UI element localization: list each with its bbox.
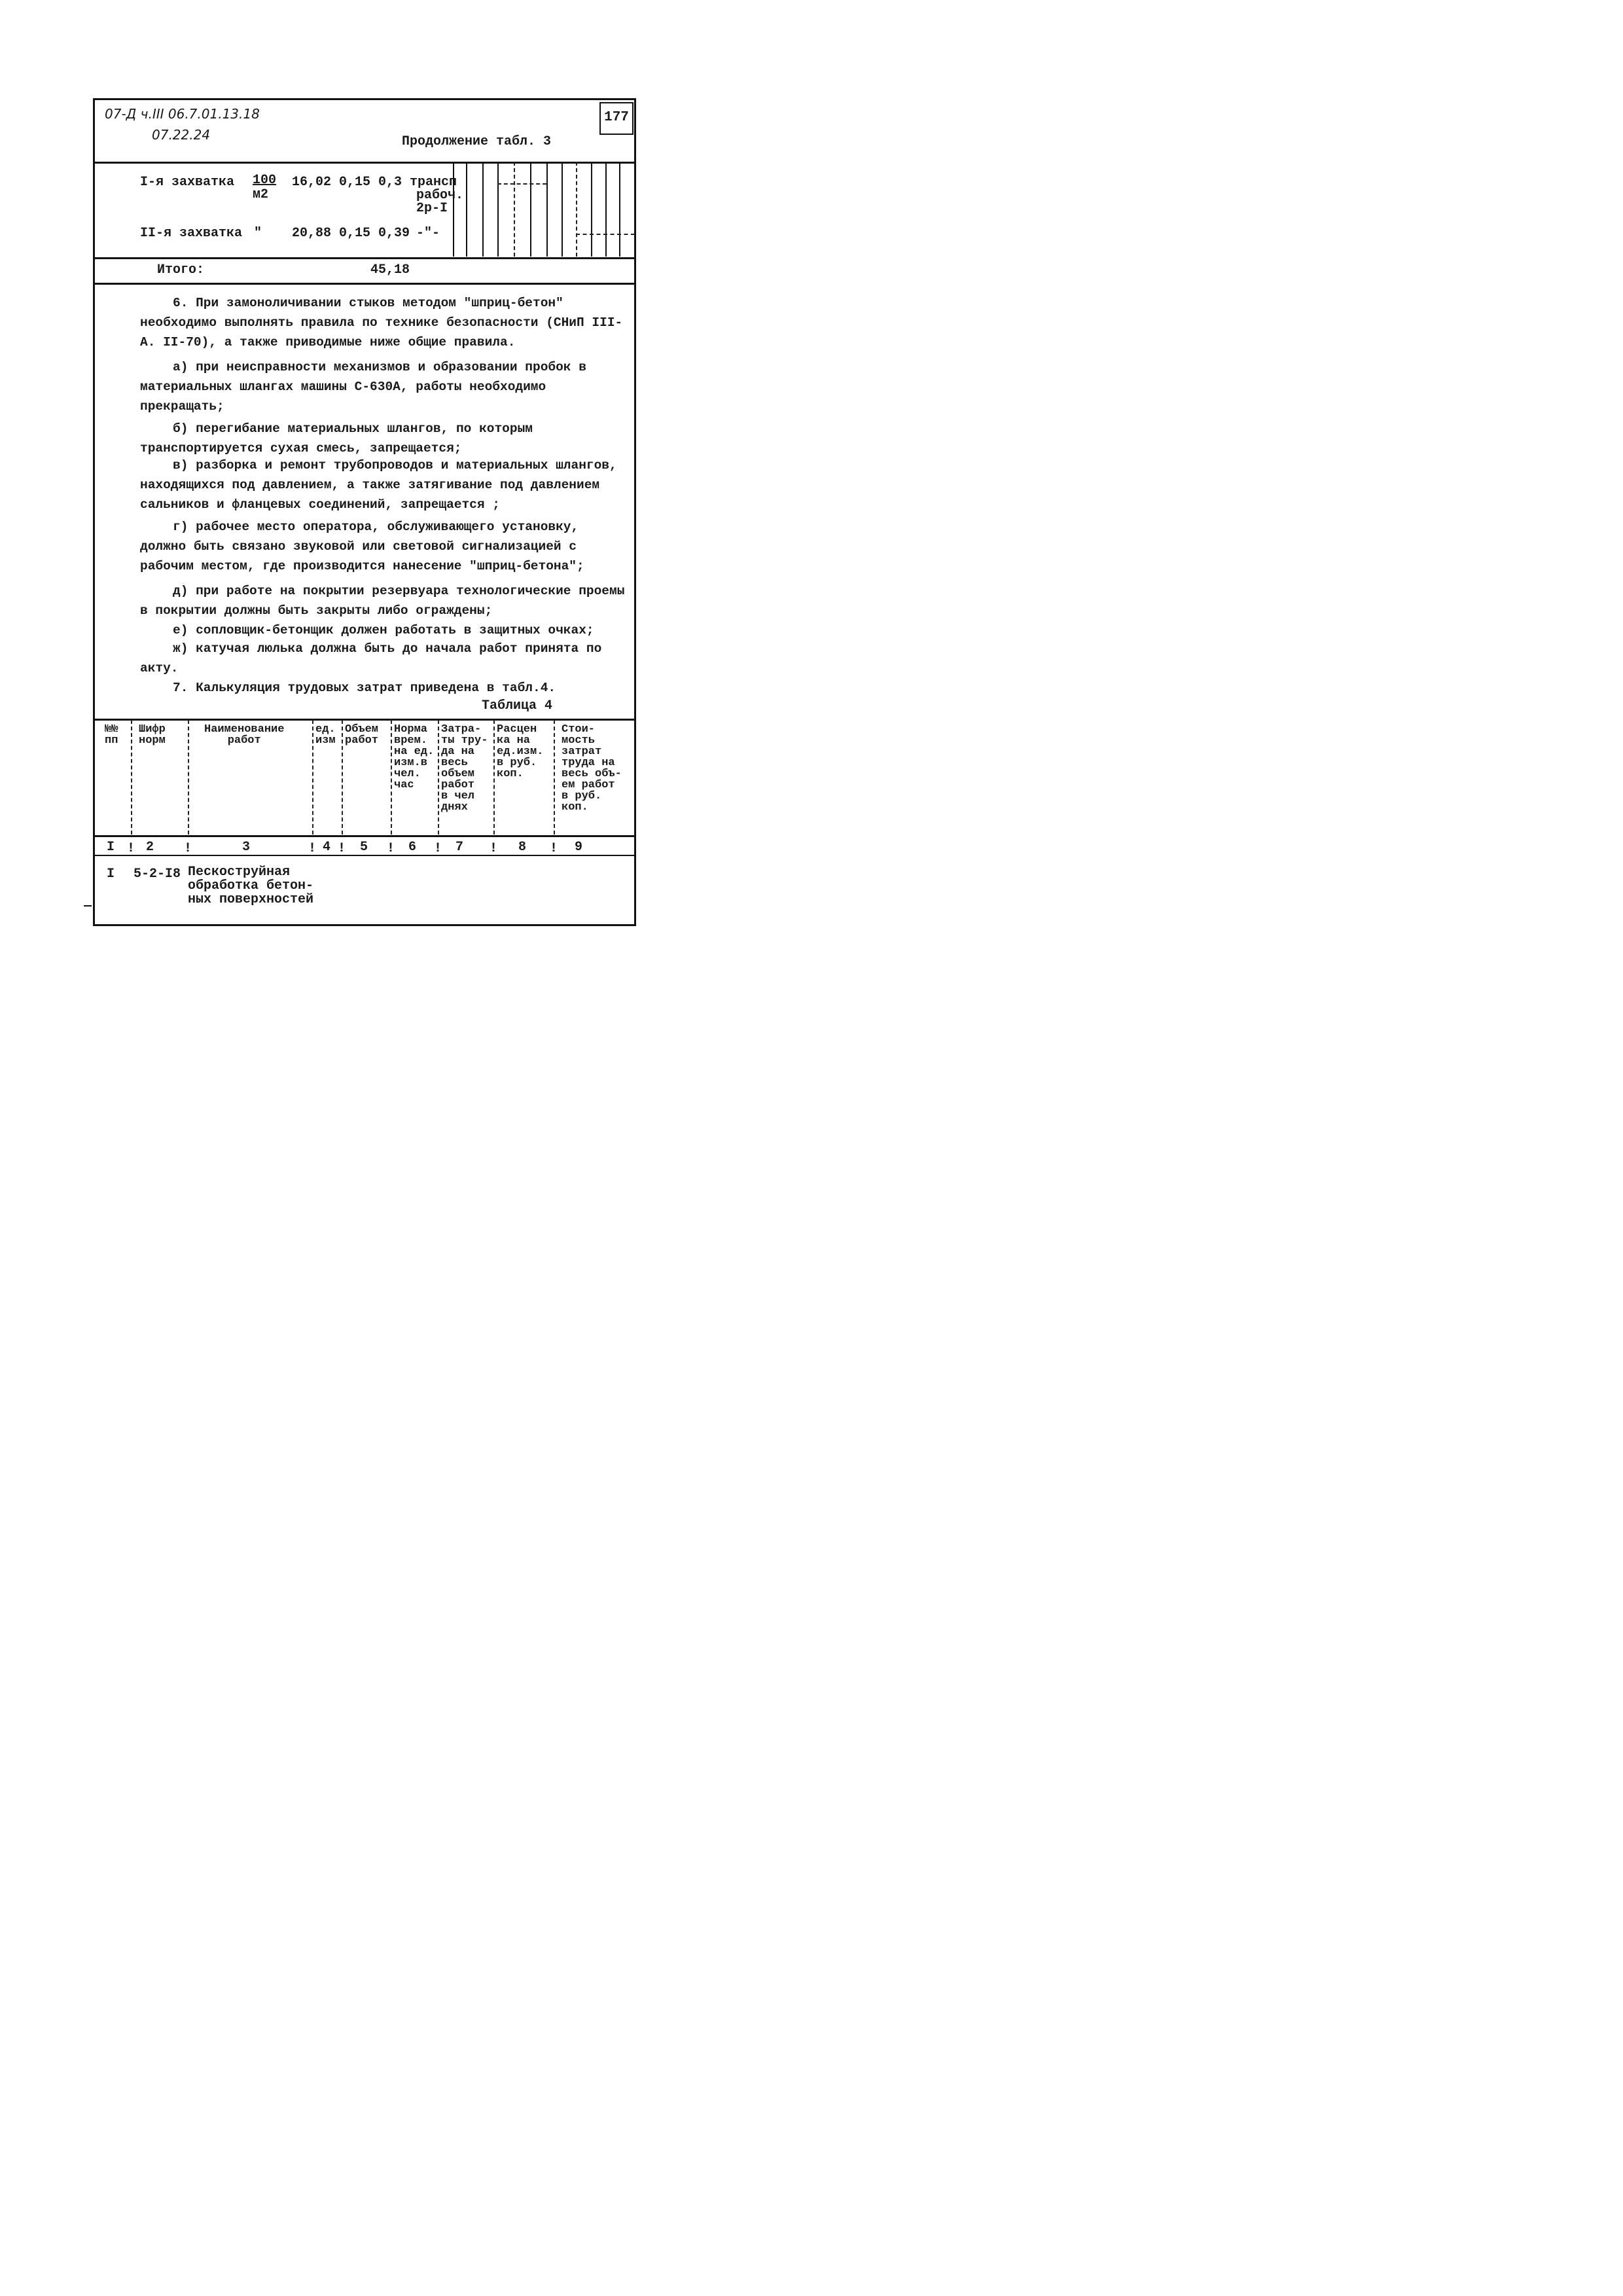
row1-note-3: 2р-I — [416, 201, 448, 216]
t4-row1-code: 5-2-I8 — [134, 867, 181, 882]
t4-row1-n: I — [107, 867, 115, 882]
t3-col — [562, 162, 563, 257]
t4-colnum-3: 3 — [242, 840, 251, 855]
t4-colnum-7: 7 — [455, 840, 464, 855]
t4-row1-name-3: ных поверхностей — [188, 892, 314, 907]
t4-colnum-2: 2 — [146, 840, 154, 855]
t3-col — [530, 162, 531, 257]
t3-subtotal-dash — [497, 183, 546, 185]
t4-num-sep: ! — [184, 841, 192, 856]
t4-col-sep — [312, 720, 313, 834]
paragraph-zh: ж) катучая люлька должна быть до начала работ принята по акту. — [140, 641, 602, 675]
total-bottom-rule — [93, 283, 636, 285]
row2-note-1: -"- — [416, 226, 440, 241]
t4-col-sep — [188, 720, 189, 834]
row2-name: II-я захватка — [140, 226, 243, 241]
row2-v2: 0,15 — [339, 226, 371, 241]
row1-unit-num: 100 — [253, 173, 277, 188]
t3-col — [591, 162, 592, 257]
total-top-rule — [93, 257, 636, 259]
t4-colnum-8: 8 — [518, 840, 527, 855]
t4-header-bottom-rule — [93, 835, 636, 837]
row1-name: I-я захватка — [140, 175, 235, 190]
paragraph-b: б) перегибание материальных шлангов, по которым транспортируется сухая смесь, запрещается; — [140, 422, 533, 456]
t4-colnum-1: I — [107, 840, 115, 855]
t4-num-sep: ! — [490, 841, 498, 856]
t4-col-sep — [554, 720, 555, 834]
table4-caption: Таблица 4 — [482, 698, 553, 713]
t4-col-sep — [342, 720, 343, 834]
t4-row1-name-1: Пескоструйная — [188, 865, 291, 880]
t4-row1-name-2: обработка бетон- — [188, 878, 314, 893]
row2-unit: " — [254, 226, 262, 241]
paragraph-7: 7. Калькуляция трудовых затрат приведена в табл.4. — [173, 681, 556, 695]
row2-v1: 20,88 — [292, 226, 332, 241]
table3-top-rule — [93, 162, 636, 164]
handwritten-code-1: 07-Д ч.III 06.7.01.13.18 — [105, 106, 260, 122]
row1-note-1: трансп — [410, 175, 457, 190]
t4-header-3: Наименование работ — [204, 723, 285, 747]
t3-col — [514, 162, 515, 257]
page-number: 177 — [599, 102, 633, 135]
paragraph-6: 6. При замоноличивании стыков методом "шприц-бетон" необходимо выполнять правила по технике безопасности (СНиП III-А. II-70), а также приводимые ниже общие правила. — [140, 296, 623, 350]
total-value: 45,18 — [370, 262, 410, 278]
t4-num-sep: ! — [550, 841, 558, 856]
t4-col-sep — [493, 720, 495, 834]
t4-header-5: Объем работ — [345, 723, 379, 747]
t4-col-sep — [391, 720, 392, 834]
t4-header-2: Шифр норм — [139, 723, 166, 747]
paragraph-a: а) при неисправности механизмов и образовании пробок в материальных шлангах машины С-630А, работы необходимо прекращать; — [140, 360, 586, 414]
t4-col-sep — [131, 720, 132, 834]
t3-col — [482, 162, 484, 257]
t4-colnum-6: 6 — [408, 840, 417, 855]
t4-num-sep: ! — [387, 841, 395, 856]
row1-v3: 0,3 — [378, 175, 402, 190]
margin-tick — [84, 905, 92, 906]
t4-header-1: №№ пп — [105, 723, 118, 747]
t4-header-8: Расцен ка на ед.изм. в руб. коп. — [497, 723, 544, 780]
t4-header-4: ед. изм — [315, 723, 336, 747]
t4-numrow-bottom-rule — [93, 855, 636, 856]
t3-col — [453, 162, 454, 257]
handwritten-code-2: 07.22.24 — [152, 127, 211, 143]
t4-num-sep: ! — [308, 841, 317, 856]
row1-v1: 16,02 — [292, 175, 332, 190]
t3-col — [576, 162, 577, 257]
t4-col-sep — [438, 720, 439, 834]
paragraph-g: г) рабочее место оператора, обслуживающего установку, должно быть связано звуковой или световой сигнализацией с рабочим местом, где производится нанесение "шприц-бетона"; — [140, 520, 584, 573]
t4-header-7: Затра- ты тру- да на весь объем работ в чел днях — [441, 723, 488, 814]
t4-num-sep: ! — [127, 841, 135, 856]
continuation-label: Продолжение табл. 3 — [402, 134, 552, 149]
t3-col — [546, 162, 548, 257]
t4-colnum-9: 9 — [575, 840, 583, 855]
t3-col — [619, 162, 620, 257]
t3-col — [466, 162, 467, 257]
t3-subtotal-dash — [576, 234, 635, 235]
row1-note-2: рабоч. — [416, 188, 464, 203]
paragraph-e: е) сопловщик-бетонщик должен работать в защитных очках; — [173, 623, 594, 637]
t4-num-sep: ! — [434, 841, 442, 856]
total-label: Итого: — [157, 262, 205, 278]
t4-colnum-5: 5 — [360, 840, 368, 855]
t4-header-9: Стои- мость затрат труда на весь объ- ем работ в руб. коп. — [562, 723, 622, 814]
t3-col — [605, 162, 607, 257]
paragraph-d: д) при работе на покрытии резервуара технологические проемы в покрытии должны быть закрыты либо ограждены; — [140, 584, 625, 618]
row2-v3: 0,39 — [378, 226, 410, 241]
t4-num-sep: ! — [338, 841, 346, 856]
t4-colnum-4: 4 — [323, 840, 331, 855]
row1-unit-den: м2 — [253, 187, 269, 202]
paragraph-v: в) разборка и ремонт трубопроводов и материальных шлангов, находящихся под давлением, а также затягивание под давлением сальников и фланцевых соединений, запрещается ; — [140, 458, 617, 512]
t3-col — [497, 162, 499, 257]
row1-v2: 0,15 — [339, 175, 371, 190]
t4-header-6: Норма врем. на ед. изм.в чел. час — [394, 723, 435, 791]
